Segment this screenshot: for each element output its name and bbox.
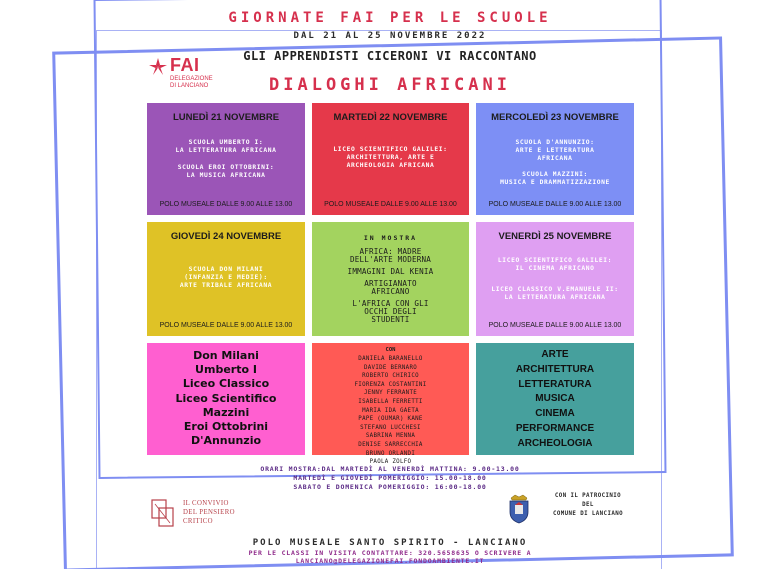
discipline-item: ARTE [541, 349, 569, 360]
discipline-item: LETTERATURA [518, 378, 592, 390]
school-item: Umberto I [195, 363, 257, 377]
student-name: PAPE (OUMAR) KANE [358, 416, 423, 423]
day-program [482, 139, 628, 187]
convivio-logo [150, 498, 260, 530]
school-item: Don Milani [193, 349, 259, 362]
contact-line: PER LE CLASSI IN VISITA CONTATTARE: 320.5658635 O SCRIVERE A [248, 549, 532, 557]
student-name: MARIA IDA GAETA [362, 407, 419, 414]
program-line: MUSICA E DRAMMATIZZAZIONE [500, 179, 610, 186]
discipline-item: ARCHITETTURA [515, 363, 595, 375]
day-title: VENERDÌ 25 NOVEMBRE [498, 231, 612, 242]
students-list [312, 355, 469, 467]
fai-name: FAI [170, 55, 200, 75]
hours-line: ORARI MOSTRA:DAL MARTEDÌ AL VENERDÌ MATTINA: 9.00-13.00 [260, 465, 520, 473]
card-students [312, 343, 469, 466]
student-name: ROBERTO CHIRICO [362, 373, 419, 380]
exhibition-line: AFRICANO [371, 287, 410, 296]
fai-delegation-line1: DELEGAZIONE [170, 76, 213, 82]
program-line: LA MUSICA AFRICANA [186, 172, 266, 179]
program-line: SCUOLA EROI OTTOBRINI: [177, 164, 275, 171]
program-line: SCUOLA MAZZINI: [522, 171, 588, 178]
student-name: STEFANO LUCCHESI [360, 424, 421, 431]
exhibition-line: STUDENTI [371, 315, 410, 324]
poster-dates: DAL 21 AL 25 NOVEMBRE 2022 [293, 31, 487, 41]
convivio-line: DEL PENSIERO [183, 509, 235, 516]
card-thursday [147, 222, 305, 336]
program-line: LICEO SCIENTIFICO GALILEI: [497, 257, 613, 264]
program-line: SCUOLA D'ANNUNZIO: [515, 139, 595, 146]
card-schools [147, 343, 305, 455]
event-title: DIALOGHI AFRICANI [269, 75, 511, 95]
venue-footer: POLO MUSEALE SANTO SPIRITO - LANCIANO [252, 538, 528, 548]
program-line: LICEO CLASSICO V.EMANUELE II: [491, 286, 619, 293]
poster-subtitle: GLI APPRENDISTI CICERONI VI RACCONTANO [243, 49, 537, 63]
card-tuesday [312, 103, 469, 215]
day-venue: POLO MUSEALE DALLE 9.00 ALLE 13.00 [488, 201, 622, 208]
fai-delegation [170, 76, 230, 90]
program-line: SCUOLA UMBERTO I: [188, 139, 264, 146]
hours-line: MARTEDÌ E GIOVEDÌ POMERIGGIO: 15.00-18.00 [293, 474, 487, 482]
program-line: (INFANZIA E MEDIE): [184, 274, 268, 281]
exhibition-line: ARTIGIANATO [364, 279, 417, 288]
patronage-line: DEL [582, 502, 594, 509]
exhibition-line: IMMAGINI DAL KENIA [347, 267, 434, 276]
day-venue: POLO MUSEALE DALLE 9.00 ALLE 13.00 [324, 201, 457, 208]
school-item: Eroi Ottobrini [183, 420, 269, 434]
program-line: ARCHITETTURA, ARTE E [346, 154, 435, 161]
day-title: MARTEDÌ 22 NOVEMBRE [333, 112, 448, 123]
patronage-line: COMUNE DI LANCIANO [552, 511, 624, 518]
program-line: LA LETTERATURA AFRICANA [175, 147, 277, 154]
student-name: DANIELA BARANELLO [358, 356, 423, 362]
card-exhibition [312, 222, 469, 336]
student-name: PAOLA ZOLFO [369, 459, 412, 466]
student-name: DAVIDE BERNARO [363, 364, 418, 371]
day-title: GIOVEDÌ 24 NOVEMBRE [170, 231, 282, 242]
discipline-item: MUSICA [535, 393, 575, 405]
convivio-line: IL CONVIVIO [183, 500, 229, 507]
patronage-line: CON IL PATROCINIO [554, 493, 622, 499]
disciplines-list [476, 348, 634, 452]
program-line: ARTE TRIBALE AFRICANA [179, 282, 273, 289]
fai-logo [148, 55, 228, 95]
discipline-item: ARCHEOLOGIA [517, 437, 593, 449]
exhibition-item [318, 248, 463, 264]
schools-list [147, 349, 305, 448]
student-name: DENISE SARRECCHIA [358, 441, 423, 448]
exhibition-item [318, 268, 463, 276]
exhibition-item [318, 280, 463, 296]
program-line: ARCHEOLOGIA AFRICANA [346, 162, 435, 169]
hours-line: SABATO E DOMENICA POMERIGGIO: 16:00-18.00 [293, 483, 487, 491]
school-item: D'Annunzio [190, 434, 262, 448]
exhibition-line: AFRICA: MADRE [359, 247, 422, 256]
exhibition-list [318, 244, 463, 324]
school-item: Mazzini [202, 405, 250, 419]
program-line: SCUOLA DON MILANI [188, 266, 264, 273]
day-program [153, 139, 299, 180]
school-item: Liceo Classico [182, 377, 270, 391]
day-venue: POLO MUSEALE DALLE 9.00 ALLE 13.00 [159, 322, 293, 329]
student-name: FIORENZA COSTANTINI [354, 381, 427, 388]
day-venue: POLO MUSEALE DALLE 9.00 ALLE 13.00 [159, 201, 293, 208]
exhibition-line: L'AFRICA CON GLI [352, 299, 429, 308]
student-name: SABRINA MENNA [365, 433, 416, 440]
program-line: LICEO SCIENTIFICO GALILEI: [333, 146, 448, 153]
program-line: AFRICANA [537, 155, 573, 162]
card-friday [476, 222, 634, 336]
convivio-logo-icon [150, 498, 178, 528]
day-title: MERCOLEDÌ 23 NOVEMBRE [491, 112, 619, 123]
students-label: CON [385, 347, 396, 353]
contact-info [180, 549, 600, 565]
student-name: BRUNO ORLANDI [365, 450, 416, 457]
exhibition-item [318, 300, 463, 324]
coat-of-arms-icon [507, 494, 531, 524]
card-wednesday [476, 103, 634, 215]
card-disciplines [476, 343, 634, 455]
exhibition-line: DELL'ARTE MODERNA [349, 255, 432, 264]
discipline-item: PERFORMANCE [515, 422, 595, 434]
day-program [318, 146, 463, 170]
program-line: LA LETTERATURA AFRICANA [504, 294, 606, 301]
program-line: IL CINEMA AFRICANO [515, 265, 595, 272]
exhibition-heading: IN MOSTRA [363, 234, 418, 242]
opening-hours [200, 465, 580, 492]
school-item: Liceo Scientifico [175, 391, 277, 405]
program-line: ARTE E LETTERATURA [515, 147, 595, 154]
convivio-text [183, 499, 235, 526]
poster-title: GIORNATE FAI PER LE SCUOLE [228, 10, 552, 26]
student-name: JENNY FERRANTE [363, 390, 418, 397]
day-title: LUNEDÌ 21 NOVEMBRE [172, 112, 280, 123]
convivio-line: CRITICO [183, 518, 213, 525]
day-program [153, 266, 299, 290]
day-program [482, 257, 628, 302]
exhibition-line: OCCHI DEGLI [364, 307, 417, 316]
fai-leaf-icon [148, 57, 168, 77]
card-monday [147, 103, 305, 215]
fai-delegation-line2: DI LANCIANO [170, 83, 209, 89]
discipline-item: CINEMA [535, 408, 575, 420]
day-venue: POLO MUSEALE DALLE 9.00 ALLE 13.00 [488, 322, 622, 329]
patronage [538, 492, 638, 520]
student-name: ISABELLA FERRETTI [358, 398, 423, 405]
contact-email: LANCIANO@DELEGAZIONEFAI.FONDOAMBIENTE.IT [295, 557, 485, 565]
